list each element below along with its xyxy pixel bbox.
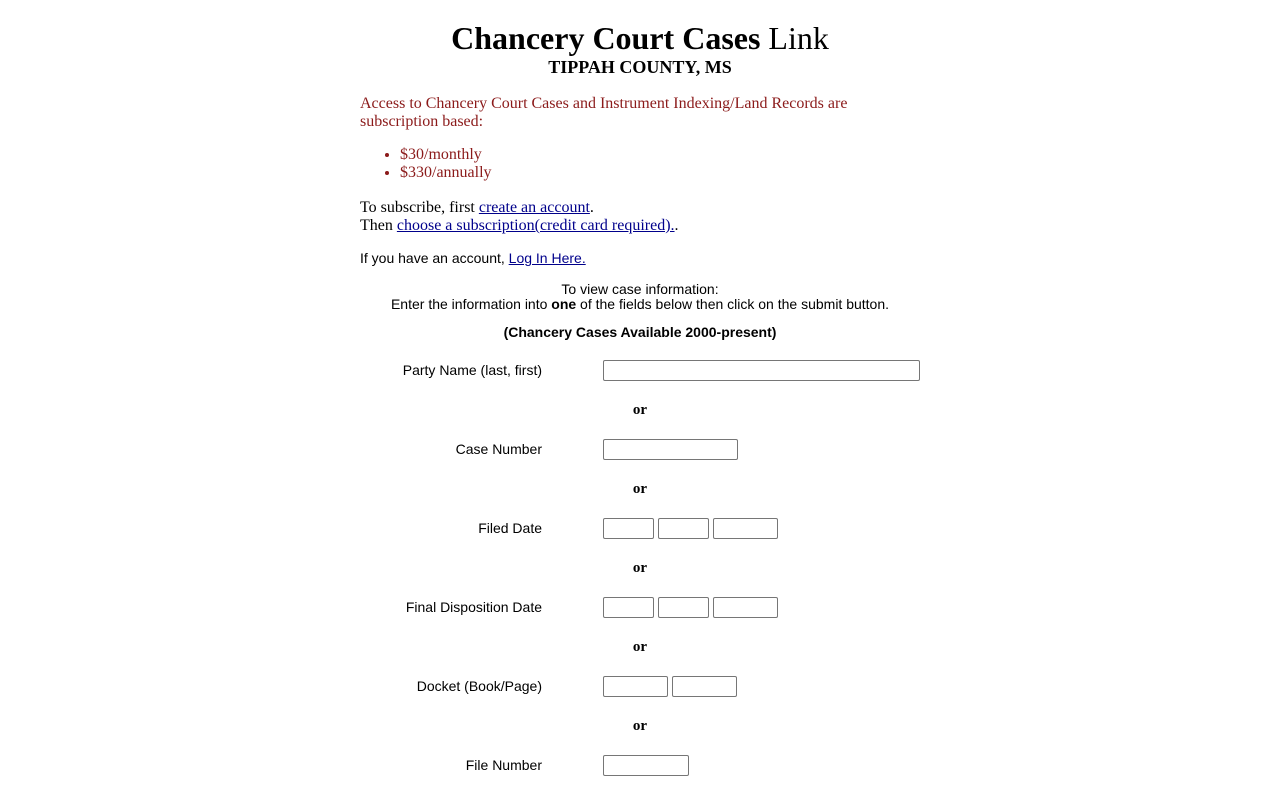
or-separator: or — [632, 639, 648, 655]
party-name-label: Party Name (last, first) — [402, 362, 542, 378]
party-name-input[interactable] — [603, 360, 920, 381]
disposition-date-year-input[interactable] — [713, 597, 778, 618]
file-number-input[interactable] — [603, 755, 689, 776]
login-prefix: If you have an account, — [360, 250, 509, 266]
intro-line-2: subscription based: — [360, 113, 484, 130]
case-number-input[interactable] — [603, 439, 738, 460]
create-account-link[interactable]: create an account — [478, 199, 590, 216]
case-number-label: Case Number — [455, 441, 542, 457]
or-separator: or — [632, 402, 648, 418]
or-separator: or — [632, 718, 648, 734]
login-line — [360, 250, 880, 267]
docket-label: Docket (Book/Page) — [416, 678, 542, 694]
instructions-pre: Enter the information into — [390, 296, 552, 312]
disposition-date-day-input[interactable] — [658, 597, 709, 618]
or-separator: or — [632, 560, 648, 576]
subscription-intro — [360, 95, 880, 131]
subscribe-suffix-1: . — [589, 199, 594, 216]
intro-line-1: Access to Chancery Court Cases and Instrument Indexing/Land Records are — [360, 95, 848, 112]
file-number-label: File Number — [465, 757, 542, 773]
price-list — [360, 146, 920, 182]
filed-date-month-input[interactable] — [603, 518, 654, 539]
subscribe-instructions — [360, 199, 880, 235]
page-title — [0, 18, 1280, 58]
filed-date-label: Filed Date — [478, 520, 542, 536]
price-monthly: • $30/monthly — [400, 146, 920, 164]
subscribe-line-2 — [360, 217, 880, 235]
choose-subscription-link[interactable]: choose a subscription(credit card required). — [396, 217, 675, 234]
or-separator: or — [632, 481, 648, 497]
availability-note: (Chancery Cases Available 2000-present) — [503, 324, 777, 340]
subscribe-prefix-2: Then — [360, 217, 397, 234]
subscribe-prefix-1: To subscribe, first — [360, 199, 479, 216]
docket-page-input[interactable] — [672, 676, 737, 697]
instructions-post: of the fields below then click on the submit button. — [576, 296, 890, 312]
page-title-bold: Chancery Court Cases — [451, 20, 761, 56]
final-disposition-date-label: Final Disposition Date — [405, 599, 542, 615]
price-annually: • $330/annually — [400, 164, 920, 182]
instructions-line-2 — [0, 297, 1280, 312]
subscribe-line-1 — [360, 199, 880, 217]
instructions-bold: one — [551, 296, 577, 312]
filed-date-year-input[interactable] — [713, 518, 778, 539]
login-link[interactable]: Log In Here. — [508, 250, 586, 266]
instructions-line-1: To view case information: — [561, 281, 719, 297]
county-subtitle: TIPPAH COUNTY, MS — [548, 57, 732, 77]
page-title-suffix: Link — [768, 20, 829, 56]
docket-book-input[interactable] — [603, 676, 668, 697]
subscribe-suffix-2: . — [674, 217, 679, 234]
filed-date-day-input[interactable] — [658, 518, 709, 539]
disposition-date-month-input[interactable] — [603, 597, 654, 618]
